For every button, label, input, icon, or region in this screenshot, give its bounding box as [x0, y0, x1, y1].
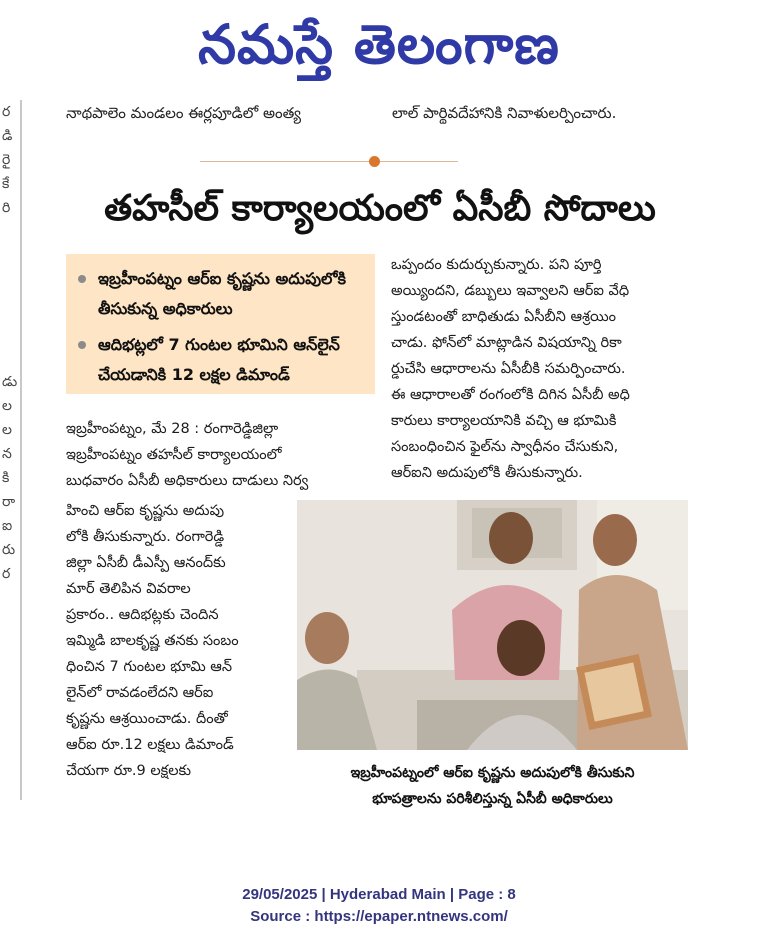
section-divider — [200, 161, 458, 162]
body-text-line: అయ్యిందని, డబ్బులు ఇవ్వాలని ఆర్ఐ వేధి — [391, 283, 630, 299]
news-photo — [297, 500, 688, 750]
divider-dot-icon — [369, 156, 380, 167]
footer-date-edition-page: 29/05/2025 | Hyderabad Main | Page : 8 — [242, 886, 516, 903]
left-strip-glyph: కి — [2, 470, 10, 486]
body-text-line: ధించిన 7 గుంటల భూమి ఆన్ — [66, 659, 233, 675]
bullet-icon — [78, 341, 86, 349]
photo-caption-line: ఇబ్రహీంపట్నంలో ఆర్ఐ కృష్ణను అదుపులోకి తీసుకుని — [350, 765, 635, 781]
body-text-line: ఇబ్రహీంపట్నం తహసీల్ కార్యాలయంలో — [66, 447, 282, 463]
masthead-title: నమస్తే తెలంగాణ — [198, 12, 560, 76]
footer-source: Source : https://epaper.ntnews.com/ — [250, 908, 508, 925]
left-strip-previous-column — [0, 100, 22, 800]
highlight-item — [78, 264, 365, 324]
footer — [0, 884, 758, 928]
body-text-line: హించి ఆర్ఐ కృష్ణను అదుపు — [66, 503, 225, 519]
left-strip-glyph: డి — [2, 128, 13, 144]
highlights-box — [66, 254, 375, 394]
article-body-left-narrow — [66, 498, 288, 784]
highlight-text: ఆదిభట్లలో 7 గుంటల భూమిని ఆన్‌లైన్ చేయడానికి 12 లక్షల డిమాండ్ — [98, 335, 340, 384]
body-text-line: ఆర్ఐని అదుపులోకి తీసుకున్నారు. — [391, 465, 583, 481]
body-text-line: బుధవారం ఏసీబీ అధికారులు దాడులు నిర్వ — [66, 473, 309, 489]
left-strip-glyph: రై — [2, 152, 11, 168]
body-text-line: ఆర్ఐ రూ.12 లక్షలు డిమాండ్ — [66, 737, 234, 753]
body-text-line: లైన్‌లో రావడంలేదని ఆర్ఐ — [66, 685, 214, 701]
body-text-line: సంబంధించిన ఫైల్‌ను స్వాధీనం చేసుకుని, — [391, 439, 619, 455]
bullet-icon — [78, 275, 86, 283]
body-text-line: ఒప్పందం కుదుర్చుకున్నారు. పని పూర్తి — [391, 257, 602, 273]
article-body-left-top — [66, 416, 366, 494]
previous-article-left — [66, 94, 362, 124]
officials-examining-documents-image — [297, 500, 688, 750]
highlight-text: ఇబ్రహీంపట్నం ఆర్ఐ కృష్ణను అదుపులోకి తీసుకున్న అధికారులు — [98, 269, 346, 318]
left-strip-glyph: కే — [2, 176, 10, 192]
body-text-line: ఈ ఆధారాలతో రంగంలోకి దిగిన ఏసీబీ అధి — [391, 387, 630, 403]
previous-article-left-line: నాథపాలెం మండలం ఈర్లపూడిలో అంత్య — [66, 104, 302, 122]
previous-article-right — [392, 94, 692, 124]
body-text-line: చేయగా రూ.9 లక్షలకు — [66, 763, 192, 779]
body-text-line: ఇబ్రహీంపట్నం, మే 28 : రంగారెడ్డిజిల్లా — [66, 421, 279, 437]
highlight-item — [78, 330, 365, 390]
body-text-line: స్తుండటంతో బాధితుడు ఏసీబీని ఆశ్రయిం — [391, 309, 617, 325]
left-strip-glyph: ఐ — [2, 518, 13, 534]
body-text-line: లోకి తీసుకున్నారు. రంగారెడ్డి — [66, 529, 225, 545]
left-strip-glyph: ల — [2, 422, 12, 438]
body-text-line: మార్ తెలిపిన వివరాల — [66, 581, 191, 597]
article-body-right — [391, 252, 691, 486]
left-strip-glyph: న — [2, 446, 12, 462]
left-strip-glyph: రు — [2, 542, 16, 558]
body-text-line: కృష్ణను ఆశ్రయించాడు. దీంతో — [66, 711, 228, 727]
left-strip-glyph: ర — [2, 104, 11, 120]
body-text-line: ప్రకారం.. ఆదిభట్లకు చెందిన — [66, 607, 219, 623]
left-strip-glyph: రా — [2, 494, 16, 510]
photo-caption-line: భూపత్రాలను పరిశీలిస్తున్న ఏసీబీ అధికారులు — [372, 791, 613, 807]
left-strip-glyph: ల — [2, 398, 12, 414]
photo-caption — [297, 760, 688, 812]
body-text-line: జిల్లా ఏసీబీ డీఎస్పీ ఆనంద్‌కు — [66, 555, 226, 571]
previous-article-right-line: లాల్ పార్థివదేహానికి నివాళులర్పించారు. — [392, 104, 617, 122]
left-strip-glyph: ర — [2, 566, 11, 582]
body-text-line: చాడు. ఫోన్‌లో మాట్లాడిన విషయాన్ని రికా — [391, 335, 622, 351]
body-text-line: ర్డుచేసి ఆధారాలను ఏసీబీకి సమర్పించారు. — [391, 361, 626, 377]
article-headline: తహసీల్ కార్యాలయంలో ఏసీబీ సోదాలు — [104, 188, 656, 229]
body-text-line: కారులు కార్యాలయానికి వచ్చి ఆ భూమికి — [391, 413, 617, 429]
left-strip-glyph: డు — [2, 374, 18, 390]
body-text-line: ఇమ్మిడి బాలకృష్ణ తనకు సంబం — [66, 633, 239, 649]
left-strip-glyph: రి — [2, 200, 11, 216]
